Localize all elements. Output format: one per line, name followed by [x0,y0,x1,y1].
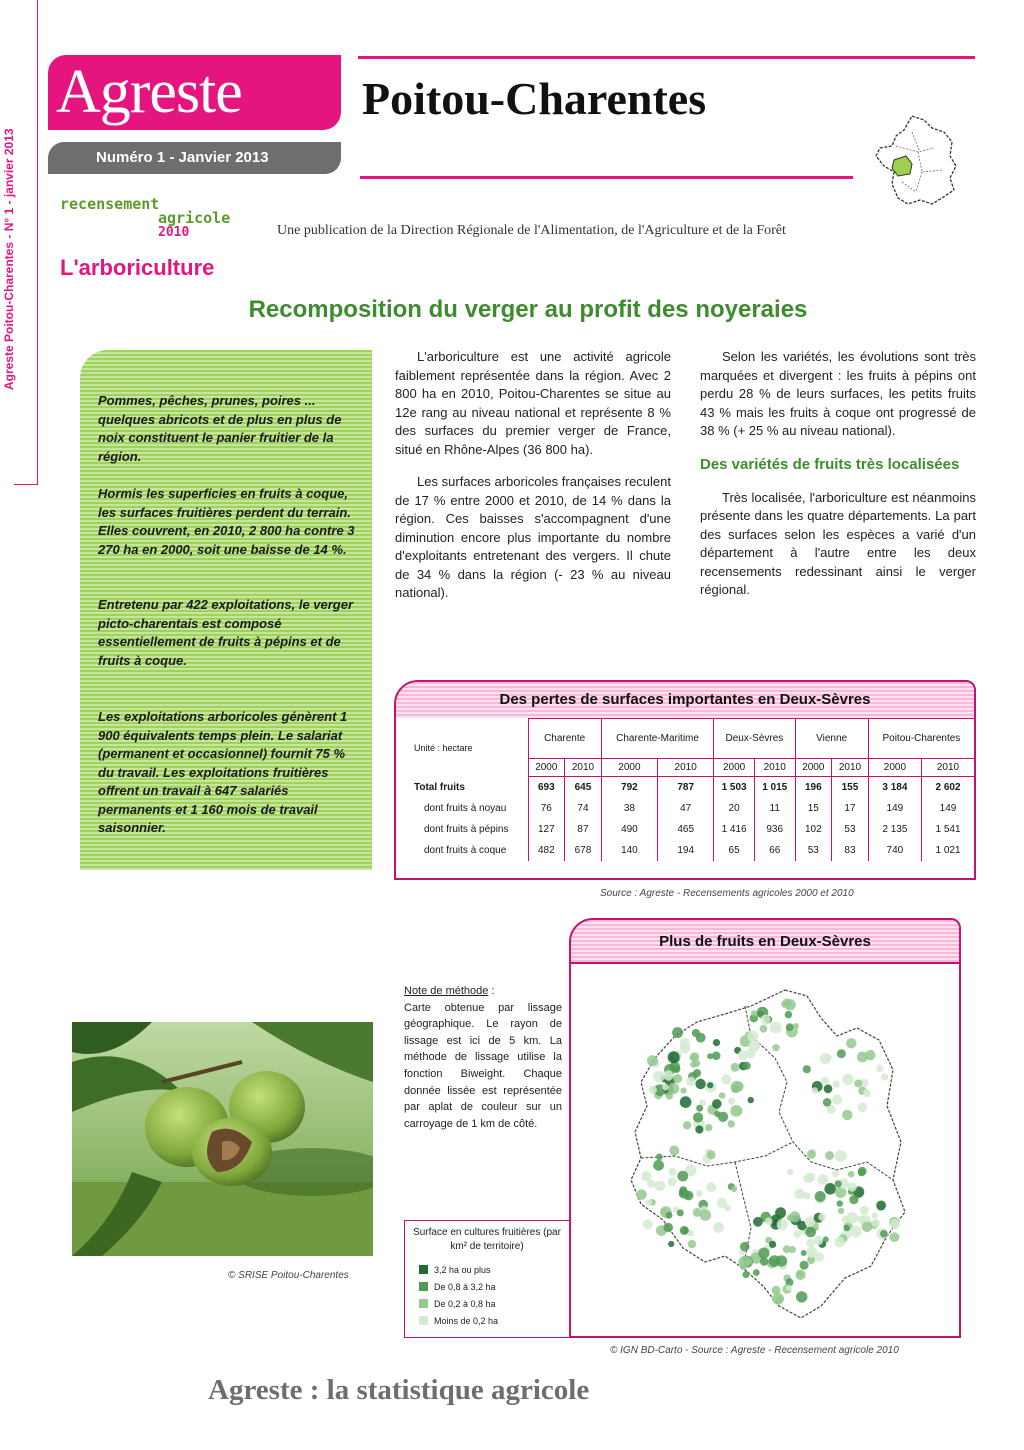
table-row [396,777,974,798]
map-density-cell [690,1061,697,1068]
map-density-cell [728,1120,735,1127]
surface-table [396,718,974,861]
summary-paragraph: Les exploitations arboricoles génèrent 1 900 équivalents temps plein. Le salariat (permanent et occasionnel) fournit 75 % du travail. Les exploitations fruitières offrent un travail à 647 salariés permanents et 1 160 mois de travail saisonnier. [98,709,348,835]
summary-paragraph: Hormis les superficies en fruits à coque, les surfaces fruitières perdent du terrain. Elles couvrent, en 2010, 2 800 ha contre 3 270 ha en 2000, soit une baisse de 14 %. [98,486,355,557]
table-cell: 787 [658,777,714,798]
map-density-cell [731,1186,737,1192]
map-density-cell [849,1195,858,1204]
map-density-cell [696,1033,706,1043]
map-density-cell [695,1079,705,1089]
table-cell: 15 [795,798,832,819]
table-cell: 47 [658,798,714,819]
census-logo-line2: agricole [158,209,231,227]
map-density-cell [787,1169,793,1175]
table-cell: 1 015 [754,777,795,798]
map-density-cell [742,1271,749,1278]
map-density-cell [760,1257,769,1266]
table-cell: 149 [922,798,975,819]
map-density-cell [833,1081,840,1088]
table-cell: 1 503 [714,777,755,798]
map-density-cell [822,1077,830,1085]
legend-label: De 0,2 à 0,8 ha [434,1299,496,1309]
map-density-cell [713,1222,724,1233]
census-logo-year: 2010 [158,225,190,240]
map-legend [404,1220,570,1338]
map-density-cell [838,1208,844,1214]
section-title: L'arboriculture [60,255,215,280]
table-cell: 490 [601,819,657,840]
table-cell: 53 [795,840,832,861]
header-rule-top [358,56,975,59]
france-map-icon [872,112,962,208]
table-year-header: 2010 [658,759,714,777]
map-density-cell [680,1096,692,1108]
map-density-cell [835,1150,847,1162]
agreste-logo [48,55,341,130]
map-density-cell [719,1092,726,1099]
map-density-cell [662,1084,669,1091]
map-density-cell [890,1232,900,1242]
agreste-logo-text: Agreste [56,58,242,126]
issue-number: Numéro 1 - Janvier 2013 [48,142,341,174]
map-density-cell [677,1171,688,1182]
map-density-cell [860,1206,869,1215]
table-row-label: Total fruits [396,777,528,798]
map-density-cell [656,1154,663,1161]
map-density-cell [740,1242,750,1252]
header-rule-bottom [360,176,853,179]
summary-box [80,350,372,870]
article-paragraph: Les surfaces arboricoles françaises reculent de 17 % entre 2000 et 2010, de 14 % dans la région. Ces baisses s'accompagnent d'une diminution encore plus importante du nombre d'exploitants entretenant des vergers. Il chute de 34 % dans la région (- 23 % au niveau national). [395,474,671,600]
map-density-cell [818,1213,826,1221]
table-cell: 140 [601,840,657,861]
article-paragraph: L'arboriculture est une activité agricole faiblement représentée dans la région. Avec 2 800 ha en 2010, Poitou-Charentes se situe au 12e rang au niveau national et représente 8 % des surfaces du premier verger de France, situé en Rhône-Alpes (36 800 ha). [395,349,671,457]
map-density-cell [738,1050,748,1060]
table-cell: 53 [832,819,869,840]
map-density-cell [682,1227,689,1234]
method-note-text: Carte obtenue par lissage géographique. Le rayon de lissage est ici de 5 km. La méthode de lissage utilise la fonction Biweight. Chaque donnée lissée est représentée par aplat de couleur sur un carroyage de 1 km de côté. [404,1001,562,1130]
map-density-cell [814,1236,823,1245]
map-density-cell [880,1230,888,1238]
legend-swatch [419,1299,428,1308]
map-density-cell [848,1171,855,1178]
map-density-cell [824,1183,836,1195]
map-density-cell [753,1269,760,1276]
map-density-cell [696,1105,703,1112]
map-density-cell [653,1071,664,1082]
map-density-cell [679,1189,689,1199]
table-cell: 196 [795,777,832,798]
table-cell: 76 [528,798,565,819]
map-density-cell [890,1219,900,1229]
method-note-title: Note de méthode [404,985,489,997]
map-density-cell [649,1086,657,1094]
table-cell: 11 [754,798,795,819]
map-density-cell [789,1246,796,1253]
table-year-header: 2010 [922,759,975,777]
table-cell: 645 [565,777,602,798]
map-density-cell [749,1040,761,1052]
map-density-cell [747,1031,758,1042]
map-density-cell [696,1190,702,1196]
map-density-cell [857,1103,867,1113]
map-density-cell [673,1066,680,1073]
map-density-cell [786,1023,794,1031]
map-density-cell [825,1054,832,1061]
map-density-cell [806,1247,817,1258]
table-row [396,798,974,819]
map-source: © IGN BD-Carto - Source : Agreste - Recensement agricole 2010 [610,1345,899,1356]
table-cell: 2 135 [868,819,921,840]
map-density-cell [832,1095,842,1105]
map-density-cell [806,1239,815,1248]
table-header-dept: Charente [528,719,601,759]
table-row-label: dont fruits à pépins [396,819,528,840]
map-density-cell [712,1099,722,1109]
table-cell: 66 [754,840,795,861]
map-density-cell [842,1110,852,1120]
map-density-cell [668,1241,674,1247]
table-year-header: 2000 [601,759,657,777]
map-density-cell [794,1189,804,1199]
table-cell: 678 [565,840,602,861]
table-row-label: dont fruits à noyau [396,798,528,819]
map-density-cell [872,1213,878,1219]
map-density-cell [700,1209,711,1220]
table-cell: 38 [601,798,657,819]
legend-swatch [419,1282,428,1291]
table-year-header: 2010 [565,759,602,777]
map-density-cell [772,1044,779,1051]
map-density-cell [636,1189,647,1200]
map-density-cell [823,1098,832,1107]
map-density-cell [669,1168,677,1176]
map-density-cell [663,1070,673,1080]
table-cell: 465 [658,819,714,840]
table-cell: 693 [528,777,565,798]
map-density-cell [641,1171,651,1181]
table-cell: 102 [795,819,832,840]
map-density-cell [837,1049,846,1058]
map-density-cell [690,1054,697,1061]
map-density-cell [731,1081,743,1093]
legend-item [419,1282,496,1292]
table-title: Des pertes de surfaces importantes en Deux-Sèvres [396,682,974,718]
map-density-cell [834,1237,845,1248]
map-density-cell [800,1261,809,1270]
map-density-cell [765,1217,773,1225]
summary-paragraph: Pommes, pêches, prunes, poires ... quelques abricots et de plus en plus de noix constituent le panier fruitier de la région. [98,393,342,464]
table-cell: 87 [565,819,602,840]
legend-item [419,1316,498,1326]
map-density-cell [653,1160,664,1171]
map-density-cell [728,1098,735,1105]
map-density-cell [646,1199,653,1206]
table-row [396,840,974,861]
method-note-title-suffix: : [488,985,495,997]
photo-credit: © SRISE Poitou-Charentes [228,1270,349,1281]
table-cell: 740 [868,840,921,861]
table-source: Source : Agreste - Recensements agricoles 2000 et 2010 [600,888,854,899]
summary-paragraph: Entretenu par 422 exploitations, le verger picto-charentais est composé essentiellement de fruits à pépins et de fruits à coque. [98,597,354,668]
table-cell: 2 602 [922,777,975,798]
table-year-header: 2000 [528,759,565,777]
map-density-cell [835,1180,842,1187]
map-density-cell [772,1286,781,1295]
table-cell: 936 [754,819,795,840]
map-density-cell [794,1230,802,1238]
map-density-cell [647,1055,658,1066]
table-cell: 194 [658,840,714,861]
map-density-cell [680,1088,686,1094]
map-density-cell [730,1105,742,1117]
map-density-cell [876,1065,883,1072]
legend-label: Moins de 0,2 ha [434,1316,499,1326]
map-density-cell [818,1174,829,1185]
map-density-cell [663,1223,673,1233]
walnut-photo [72,1022,373,1256]
map-density-cell [769,1241,776,1248]
table-cell: 83 [832,840,869,861]
fruit-density-map [575,966,959,1336]
map-density-cell [647,1180,655,1188]
method-note [404,983,562,1132]
map-density-cell [850,1226,862,1238]
map-density-cell [669,1146,679,1156]
map-density-cell [695,1125,703,1133]
map-density-cell [721,1074,731,1084]
table-header-dept: Charente-Maritime [601,719,714,759]
map-density-cell [753,1217,763,1227]
table-cell: 127 [528,819,565,840]
map-density-cell [706,1182,716,1192]
map-density-cell [643,1219,653,1229]
map-density-cell [758,1248,769,1259]
map-density-cell [724,1205,731,1212]
map-density-cell [683,1121,691,1129]
map-density-cell [815,1191,826,1202]
map-density-cell [846,1038,856,1048]
region-title: Poitou-Charentes [362,73,707,124]
article-paragraph: Très localisée, l'arboriculture est néanmoins présente dans les quatre départements. La part des surfaces selon les espèces a varié d'un département à l'autre entre les deux recensements redessinant ainsi le verger régional. [700,489,976,597]
map-density-cell [801,1250,807,1256]
footer-tagline: Agreste : la statistique agricole [208,1374,590,1406]
map-density-cell [786,1285,792,1291]
map-density-cell [785,1011,792,1018]
table-header-dept: Poitou-Charentes [868,719,974,759]
map-density-cell [812,1087,819,1094]
legend-swatch [419,1316,428,1325]
map-density-cell [740,1264,746,1270]
table-year-header: 2010 [832,759,869,777]
map-density-cell [707,1082,713,1088]
table-row-label: dont fruits à coque [396,840,528,861]
side-band-text: Agreste Poitou-Charentes - N° 1 - janvier 2013 [2,128,16,390]
table-cell: 1 021 [922,840,975,861]
legend-title: Surface en cultures fruitières (par km² de territoire) [413,1227,561,1252]
map-density-cell [797,1270,804,1277]
map-density-cell [672,1027,683,1038]
side-band [14,0,38,485]
map-density-cell [677,1209,684,1216]
legend-swatch [419,1265,428,1274]
map-density-cell [862,1222,873,1233]
table-cell: 482 [528,840,565,861]
legend-item [419,1299,496,1309]
table-cell: 20 [714,798,755,819]
legend-label: 3,2 ha ou plus [434,1265,491,1275]
table-cell: 149 [868,798,921,819]
map-density-cell [688,1240,696,1248]
table-cell: 65 [714,840,755,861]
table-year-header: 2000 [714,759,755,777]
map-density-cell [668,1177,677,1186]
map-density-cell [751,1010,758,1017]
map-density-cell [707,1150,716,1159]
map-density-cell [705,1124,712,1131]
table-year-header: 2000 [795,759,832,777]
map-density-cell [760,1025,768,1033]
headline: Recomposition du verger au profit des noyeraies [248,296,808,323]
table-row [396,819,974,840]
legend-label: De 0,8 à 3,2 ha [434,1282,496,1292]
table-cell: 155 [832,777,869,798]
article-column-2 [700,348,976,614]
map-density-cell [770,1021,782,1033]
census-logo-line1: recensement [60,195,160,213]
map-density-cell [876,1201,886,1211]
table-cell: 17 [832,798,869,819]
table-cell: 74 [565,798,602,819]
map-density-cell [854,1080,862,1088]
map-density-cell [803,1065,811,1073]
legend-item [419,1265,491,1275]
map-density-cell [784,999,795,1010]
map-density-cell [693,1112,703,1122]
table-year-header: 2010 [754,759,795,777]
map-density-cell [832,1170,839,1177]
map-density-cell [807,1173,816,1182]
map-density-cell [848,1182,857,1191]
map-density-cell [776,1255,787,1266]
surface-table-box [394,680,976,880]
map-density-cell [731,1063,740,1072]
map-density-cell [872,1219,880,1227]
map-density-cell [761,1015,771,1025]
map-density-cell [776,1296,783,1303]
map-density-cell [846,1212,858,1224]
table-year-header: 2000 [868,759,921,777]
table-unit: Unité : hectare [396,719,528,777]
map-density-cell [712,1051,721,1060]
table-header-dept: Deux-Sèvres [714,719,795,759]
map-density-cell [803,1192,810,1199]
map-density-cell [718,1112,728,1122]
map-density-cell [713,1039,720,1046]
map-density-cell [823,1236,829,1242]
table-cell: 1 541 [922,819,975,840]
table-cell: 1 416 [714,819,755,840]
map-density-cell [655,1181,666,1192]
map-density-cell [824,1084,833,1093]
table-cell: 3 184 [868,777,921,798]
census-logo [60,195,250,245]
map-density-cell [858,1169,865,1176]
map-density-cell [748,1097,754,1103]
article-paragraph: Selon les variétés, les évolutions sont très marquées et divergent : les fruits à pépins ont perdu 28 % de leurs surfaces, les petits fruits 43 % mais les fruits à coque ont progressé de 38 % (+ 25 % au niveau national). [700,349,976,438]
map-density-cell [680,1043,691,1054]
map-density-cell [844,1225,850,1231]
map-density-cell [825,1151,834,1160]
publisher-line: Une publication de la Direction Régionale de l'Alimentation, de l'Agriculture et de la Forêt [277,223,786,238]
fruit-map-box [569,918,961,1338]
map-density-cell [673,1074,682,1083]
map-density-cell [668,1083,679,1094]
map-density-cell [837,1200,843,1206]
article-column-1 [395,348,671,617]
map-density-cell [863,1089,869,1095]
map-density-cell [743,1062,751,1070]
map-title: Plus de fruits en Deux-Sèvres [571,920,959,964]
map-density-cell [789,1211,800,1222]
subheading: Des variétés de fruits très localisées [700,455,960,473]
map-density-cell [796,1291,807,1302]
map-density-cell [668,1051,680,1063]
map-density-cell [805,1227,816,1238]
map-density-cell [842,1074,853,1085]
map-density-cell [661,1209,667,1215]
table-cell: 792 [601,777,657,798]
map-density-cell [881,1073,888,1080]
table-header-dept: Vienne [795,719,868,759]
map-density-cell [807,1150,816,1159]
map-density-cell [857,1052,868,1063]
map-density-cell [777,1219,788,1230]
map-density-cell [686,1077,695,1086]
